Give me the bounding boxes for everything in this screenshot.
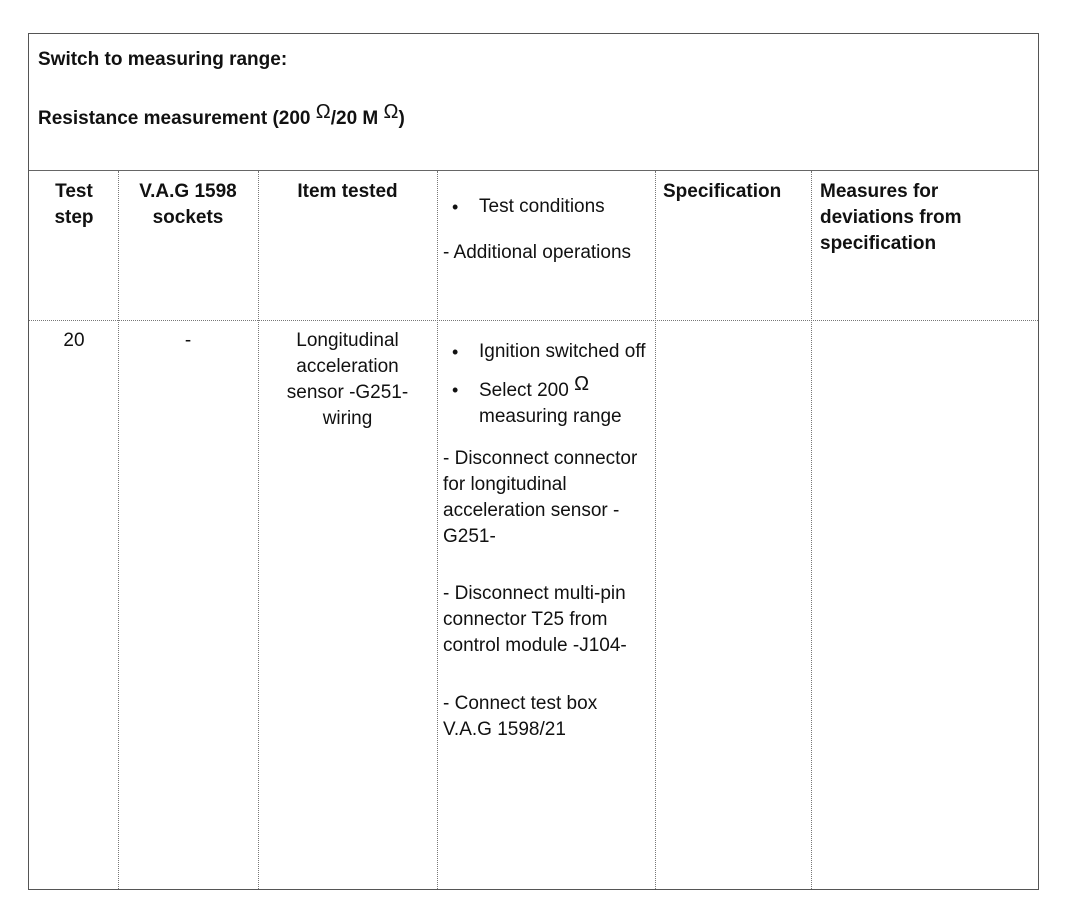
column-header-conditions: [443, 194, 653, 266]
column-divider: [811, 171, 812, 889]
omega-symbol-2: Ω: [383, 101, 399, 123]
header-line-1: Switch to measuring range:: [38, 49, 288, 70]
omega-symbol-1: Ω: [315, 101, 331, 123]
column-divider: [437, 171, 438, 889]
column-divider: [118, 171, 119, 889]
omega-symbol-3: Ω: [574, 373, 590, 395]
table-grid: [29, 171, 1038, 889]
column-header-additional-ops: - Additional operations: [443, 242, 632, 263]
header-line-2-prefix: Resistance measurement (200: [38, 108, 316, 129]
row-test-step: 20: [63, 330, 85, 351]
column-divider: [655, 171, 656, 889]
header-line-2: [38, 101, 405, 130]
row-conditions: [443, 339, 648, 743]
column-divider: [258, 171, 259, 889]
row-item-tested: Longitudinal acceleration sensor -G251- wiring: [286, 330, 409, 429]
header-line-2-mid: /20 M: [330, 108, 384, 129]
column-header-test-step: Test step: [54, 181, 94, 228]
operation-connect-test-box: - Connect test box V.A.G 1598/21: [443, 693, 598, 740]
column-header-specification: Specification: [663, 181, 782, 202]
operation-disconnect-multipin: - Disconnect multi-pin connector T25 from control module -J104-: [443, 583, 627, 656]
operation-disconnect-sensor: - Disconnect connector for longitudinal acceleration sensor -G251-: [443, 448, 638, 547]
row-sockets: -: [184, 330, 192, 351]
column-header-sockets: V.A.G 1598 sockets: [139, 181, 237, 228]
header-row-divider: [29, 320, 1038, 321]
test-table: [28, 33, 1039, 890]
measuring-range-header: [29, 34, 1038, 171]
condition-bullet-ignition: • Ignition switched off: [443, 339, 648, 365]
column-header-conditions-bullet: • Test conditions: [443, 194, 653, 220]
column-header-measures: Measures for deviations from specification: [820, 181, 962, 254]
condition-range-suffix: measuring range: [479, 406, 622, 427]
header-line-2-suffix: ): [398, 108, 405, 129]
column-header-item-tested: Item tested: [297, 181, 398, 202]
condition-range-prefix: Select 200: [479, 380, 575, 401]
condition-bullet-range: [443, 373, 648, 430]
